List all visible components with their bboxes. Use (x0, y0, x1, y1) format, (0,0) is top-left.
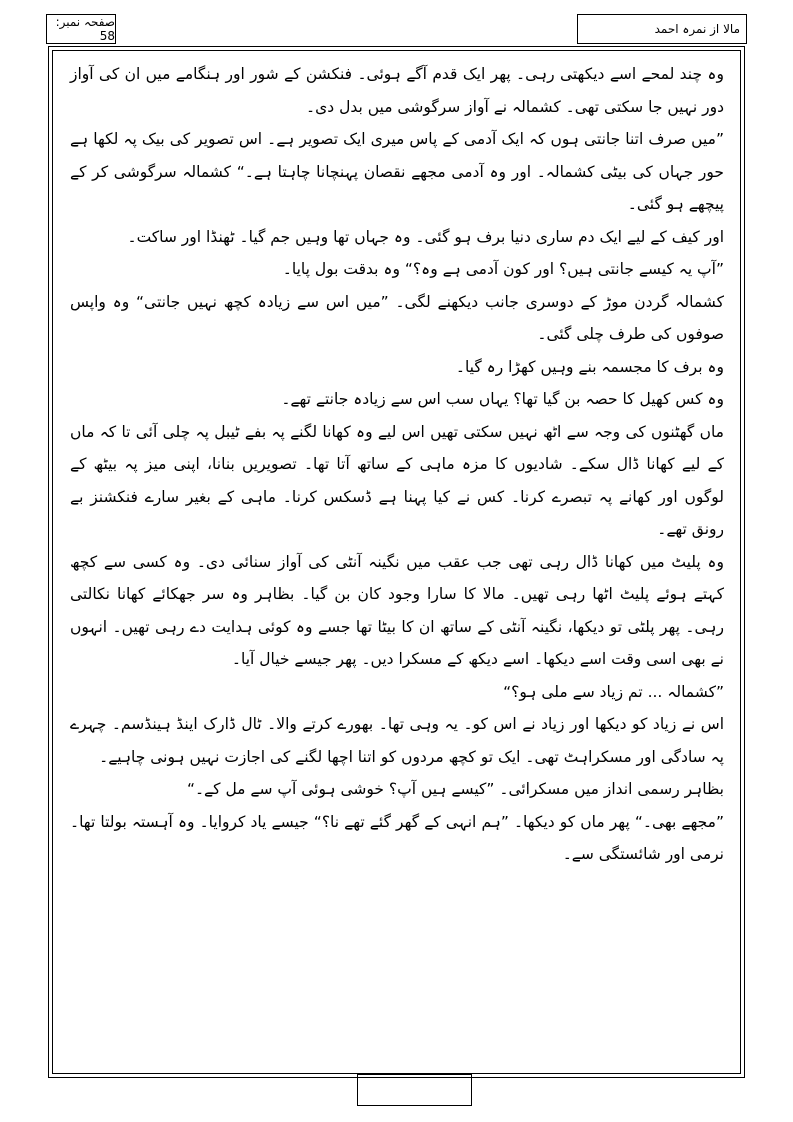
paragraph: ”آپ یہ کیسے جانتی ہیں؟ اور کون آدمی ہے وہ؟“ وہ بدقت بول پایا۔ (282, 260, 724, 278)
paragraph: اس نے زیاد کو دیکھا اور زیاد نے اس کو۔ یہ وہی تھا۔ بھورے کرتے والا۔ ٹال ڈارک اینڈ ہینڈسم۔ چہرے پہ سادگی اور مسکراہٹ تھی۔ ایک تو کچھ مردوں کو اتنا اچھا لگنے کی اجازت نہیں ہونی چاہیے۔ (70, 715, 724, 766)
page-number: صفحہ نمبر: 58 (55, 15, 115, 43)
paragraph: ”کشمالہ ... تم زیاد سے ملی ہو؟“ (503, 682, 724, 701)
paragraph: ماں گھٹنوں کی وجہ سے اٹھ نہیں سکتی تھیں اس لیے وہ کھانا لگنے پہ بفے ٹیبل پہ چلی آئی تا کہ ماں کے لیے کھانا ڈال سکے۔ شادیوں کا مزہ ماہی کے ساتھ آتا تھا۔ تصویریں بنانا، اپنی میز پہ بیٹھ کے لوگوں اور کھانے پہ تبصرے کرنا۔ کس نے کیا پہنا ہے ڈسکس کرنا۔ ماہی کے بغیر سارے فنکشنز بے رونق تھے۔ (70, 422, 724, 538)
page-body (70, 58, 724, 871)
author-title: مالا از نمرہ احمد (654, 22, 740, 36)
paragraph: ”مجھے بھی۔“ پھر ماں کو دیکھا۔ ”ہم انہی کے گھر گئے تھے نا؟“ جیسے یاد کروایا۔ وہ آہستہ بولتا تھا۔ نرمی اور شائستگی سے۔ (70, 812, 724, 863)
paragraph: وہ کس کھیل کا حصہ بن گیا تھا؟ یہاں سب اس سے زیادہ جانتے تھے۔ (281, 390, 724, 408)
paragraph: وہ پلیٹ میں کھانا ڈال رہی تھی جب عقب میں نگینہ آنٹی کی آواز سنائی دی۔ وہ کسی سے کچھ کہتے ہوئے پلیٹ اٹھا رہی تھیں۔ مالا کا سارا وجود کان بن گیا۔ بظاہر وہ سر جھکائے کھانا نکالتی رہی۔ پھر پلٹی تو دیکھا، نگینہ آنٹی کے ساتھ ان کا بیٹا تھا جسے وہ کوئی ہدایت دے رہی تھیں۔ انہوں نے بھی اسی وقت اسے دیکھا۔ اسے دیکھ کے مسکرا دیں۔ پھر جیسے خیال آیا۔ (70, 552, 724, 668)
paragraph: ”میں صرف اتنا جانتی ہوں کہ ایک آدمی کے پاس میری ایک تصویر ہے۔ اس تصویر کی بیک پہ لکھا ہے حور جہاں کی بیٹی کشمالہ۔ اور وہ آدمی مجھے نقصان پہنچانا چاہتا ہے۔“ کشمالہ سرگوشی کر کے پیچھے ہو گئی۔ (70, 130, 724, 213)
paragraph: بظاہر رسمی انداز میں مسکرائی۔ ”کیسے ہیں آپ؟ خوشی ہوئی آپ سے مل کے۔“ (186, 780, 724, 798)
footer-box (357, 1074, 472, 1106)
author-header-box (577, 14, 747, 44)
paragraph: اور کیف کے لیے ایک دم ساری دنیا برف ہو گئی۔ وہ جہاں تھا وہیں جم گیا۔ ٹھنڈا اور ساکت۔ (127, 227, 724, 246)
paragraph: کشمالہ گردن موڑ کے دوسری جانب دیکھنے لگی۔ ”میں اس سے زیادہ کچھ نہیں جانتی“ وہ واپس صوفوں کی طرف چلی گئی۔ (70, 292, 724, 343)
page-number-box (46, 14, 116, 44)
paragraph: وہ چند لمحے اسے دیکھتی رہی۔ پھر ایک قدم آگے ہوئی۔ فنکشن کے شور اور ہنگامے میں ان کی آواز دور نہیں جا سکتی تھی۔ کشمالہ نے آواز سرگوشی میں بدل دی۔ (70, 65, 724, 116)
paragraph: وہ برف کا مجسمہ بنے وہیں کھڑا رہ گیا۔ (455, 357, 724, 376)
